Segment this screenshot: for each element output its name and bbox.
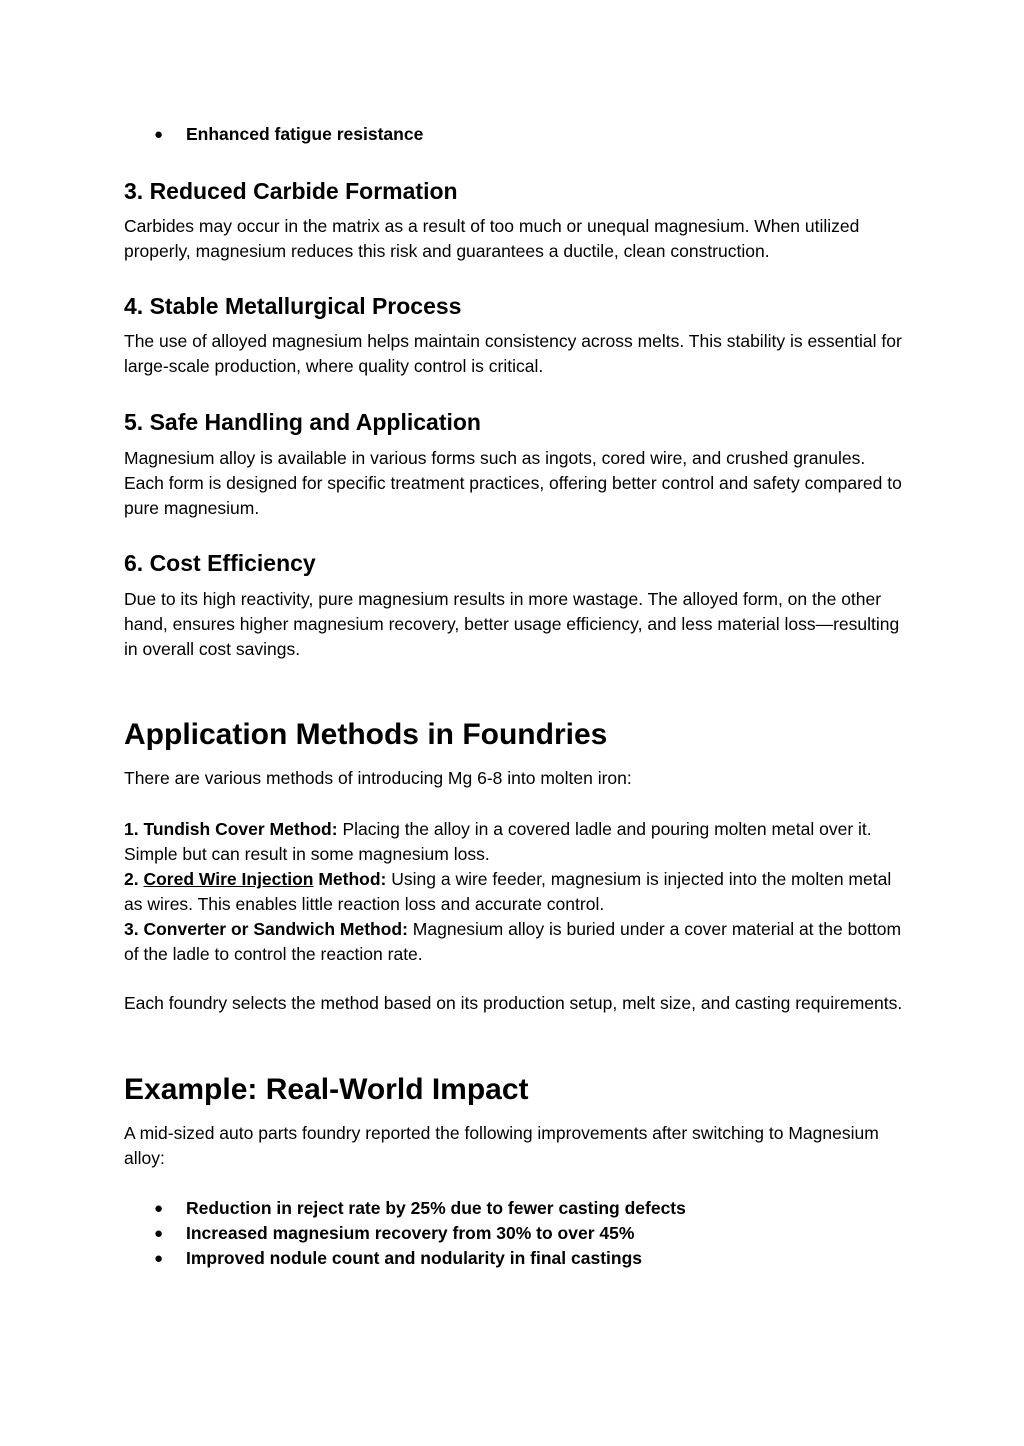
method-label-suffix: Method: [313, 869, 387, 889]
section-heading: 5. Safe Handling and Application [124, 409, 481, 435]
bullet-icon: ● [154, 1225, 164, 1242]
bullet-icon: ● [154, 1250, 164, 1267]
bullet-icon: ● [154, 126, 164, 143]
section-body: Each foundry selects the method based on its production setup, melt size, and casting requirements. [124, 993, 903, 1013]
list-item-text: Increased magnesium recovery from 30% to over 45% [186, 1223, 635, 1243]
method-text: Magnesium alloy is buried under a cover material at the bottom of the ladle to control the reaction rate. [124, 919, 902, 964]
method-label-prefix: 2. [124, 869, 144, 889]
section-body: Carbides may occur in the matrix as a result of too much or unequal magnesium. When utilized properly, magnesium reduces this risk and guarantees a ductile, clean construction. [124, 216, 860, 261]
list-item-text: Improved nodule count and nodularity in final castings [186, 1248, 643, 1268]
method-item [124, 867, 904, 917]
list-item-text: Enhanced fatigue resistance [186, 124, 424, 144]
page-heading: Application Methods in Foundries [124, 718, 608, 751]
method-item [124, 817, 904, 867]
page-heading: Example: Real-World Impact [124, 1073, 529, 1106]
section-heading: 6. Cost Efficiency [124, 550, 316, 576]
list-item-text: Reduction in reject rate by 25% due to fewer casting defects [186, 1198, 686, 1218]
method-text: Placing the alloy in a covered ladle and pouring molten metal over it. Simple but can result in some magnesium loss. [124, 819, 872, 864]
method-label: 3. Converter or Sandwich Method: [124, 919, 408, 939]
section-heading: 3. Reduced Carbide Formation [124, 178, 458, 204]
cored-wire-injection-link[interactable]: Cored Wire Injection [143, 869, 314, 889]
method-label: 1. Tundish Cover Method: [124, 819, 338, 839]
bullet-icon: ● [154, 1200, 164, 1217]
section-body: Due to its high reactivity, pure magnesium results in more wastage. The alloyed form, on the other hand, ensures higher magnesium recovery, better usage efficiency, and less material loss—resulting in overall cost savings. [124, 589, 900, 659]
section-body: Magnesium alloy is available in various forms such as ingots, cored wire, and crushed granules. Each form is designed for specific treatment practices, offering better control and safety compared to pure magnesium. [124, 448, 902, 518]
section-body: The use of alloyed magnesium helps maintain consistency across melts. This stability is essential for large-scale production, where quality control is critical. [124, 331, 902, 376]
section-intro: There are various methods of introducing Mg 6-8 into molten iron: [124, 768, 632, 788]
section-intro: A mid-sized auto parts foundry reported the following improvements after switching to Magnesium alloy: [124, 1123, 879, 1168]
section-heading: 4. Stable Metallurgical Process [124, 293, 462, 319]
method-text: Using a wire feeder, magnesium is injected into the molten metal as wires. This enables little reaction loss and accurate control. [124, 869, 892, 914]
method-item [124, 917, 904, 967]
